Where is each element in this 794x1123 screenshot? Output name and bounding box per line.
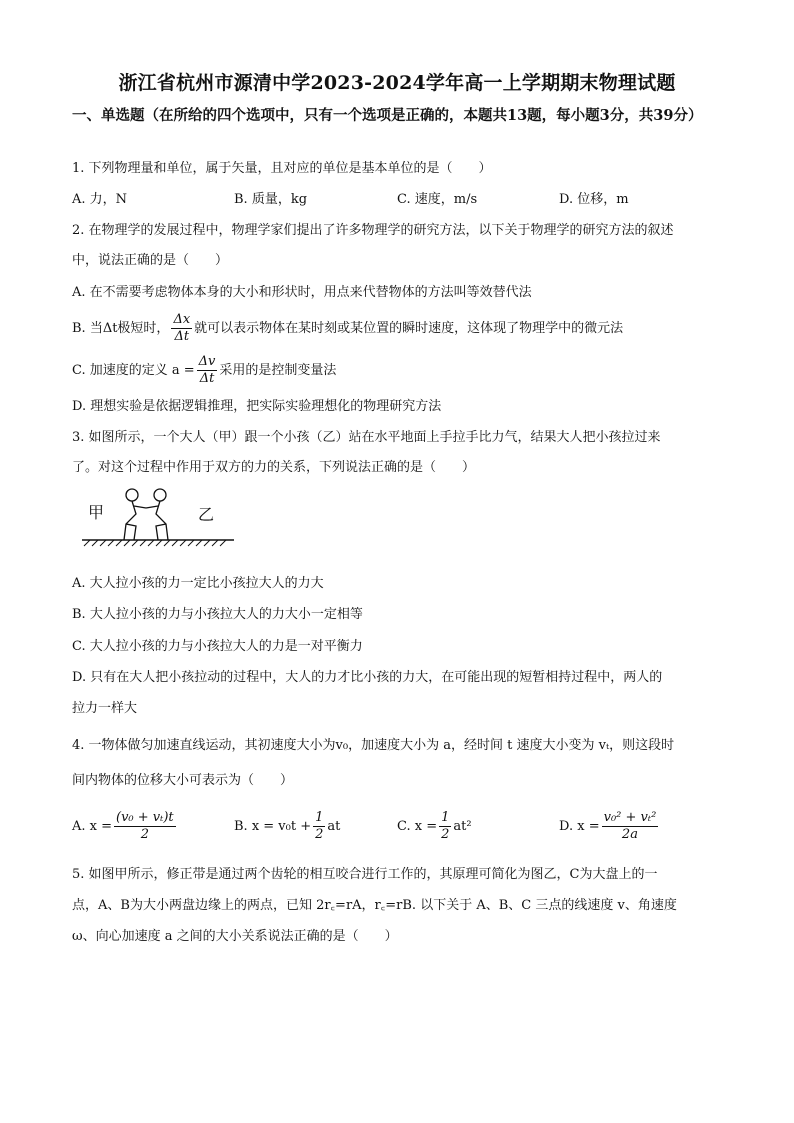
q4-d-fraction — [602, 810, 659, 843]
q2-option-b-prefix: B. 当Δt极短时， — [72, 321, 170, 336]
q4-a-numerator: (v₀ + vₜ)t — [116, 810, 174, 825]
q3-option-d-line1: D. 只有在大人把小孩拉动的过程中，大人的力才比小孩的力大，在可能出现的短暂相持过程中，两人的 — [72, 670, 663, 685]
q2-option-a: A. 在不需要考虑物体本身的大小和形状时，用点来代替物体的方法叫等效替代法 — [72, 285, 532, 300]
q1-option-c: C. 速度，m/s — [397, 192, 478, 207]
q2-option-c — [72, 354, 336, 387]
q2-option-b-suffix: 就可以表示物体在某时刻或某位置的瞬时速度，这体现了物理学中的微元法 — [194, 321, 624, 336]
document-title: 浙江省杭州市源清中学2023-2024学年高一上学期期末物理试题 — [118, 72, 676, 94]
q4-d-denominator: 2a — [621, 827, 638, 842]
q4-option-d — [559, 810, 660, 843]
q4-b-denominator: 2 — [315, 827, 324, 842]
q3-stem-line1: 3. 如图所示，一个大人（甲）跟一个小孩（乙）站在水平地面上手拉手比力气，结果大人把小孩拉过来 — [72, 430, 661, 445]
q4-c-numerator: 1 — [441, 810, 450, 825]
q1-stem: 1. 下列物理量和单位，属于矢量，且对应的单位是基本单位的是（ ） — [72, 161, 492, 176]
q2-option-d: D. 理想实验是依据逻辑推理，把实际实验理想化的物理研究方法 — [72, 399, 442, 414]
q4-c-suffix: at² — [453, 819, 472, 834]
q4-c-denominator: 2 — [441, 827, 450, 842]
q3-option-c: C. 大人拉小孩的力与小孩拉大人的力是一对平衡力 — [72, 639, 363, 654]
q2-c-fraction — [197, 354, 218, 387]
q1-option-a: A. 力，N — [72, 192, 128, 207]
q4-a-denominator: 2 — [140, 827, 149, 842]
q2-option-b — [72, 312, 623, 345]
figure-label-yi: 乙 — [198, 505, 215, 524]
q4-option-a — [72, 810, 178, 843]
q4-b-numerator: 1 — [315, 810, 324, 825]
q2-b-denominator: Δt — [174, 329, 190, 344]
q3-option-a: A. 大人拉小孩的力一定比小孩拉大人的力大 — [72, 576, 324, 591]
q2-c-numerator: Δv — [198, 354, 216, 369]
q4-option-c — [397, 810, 472, 843]
q4-b-suffix: at — [327, 819, 341, 834]
q4-b-prefix: B. x = v₀t + — [234, 819, 312, 834]
figure-label-jia: 甲 — [88, 503, 105, 522]
q2-stem-line2: 中，说法正确的是（ ） — [72, 253, 229, 268]
q2-b-numerator: Δx — [173, 312, 191, 327]
q4-d-prefix: D. x = — [559, 819, 600, 834]
q4-stem-line1: 4. 一物体做匀加速直线运动，其初速度大小为v₀，加速度大小为 a，经时间 t 速度大小变为 vₜ，则这段时 — [72, 738, 675, 753]
section-heading: 一、单选题（在所给的四个选项中，只有一个选项是正确的，本题共13题，每小题3分，共39分） — [72, 107, 703, 124]
tug-of-war-figure — [80, 488, 236, 550]
q4-option-b — [234, 810, 340, 843]
q2-stem-line1: 2. 在物理学的发展过程中，物理学家们提出了许多物理学的研究方法，以下关于物理学的研究方法的叙述 — [72, 223, 674, 238]
q2-option-c-prefix: C. 加速度的定义 a = — [72, 363, 195, 378]
q5-stem-line2: 点，A、B为大小两盘边缘上的两点，已知 2r꜀=rA，r꜀=rB. 以下关于 A、B、C 三点的线速度 v、角速度 — [72, 898, 677, 913]
q3-stem-line2: 了。对这个过程中作用于双方的力的关系，下列说法正确的是（ ） — [72, 460, 476, 475]
q2-c-denominator: Δt — [199, 371, 215, 386]
q1-option-b: B. 质量，kg — [234, 192, 308, 207]
q3-option-d-line2: 拉力一样大 — [72, 701, 138, 716]
q2-option-c-suffix: 采用的是控制变量法 — [219, 363, 337, 378]
q4-d-numerator: v₀² + vₜ² — [603, 810, 657, 825]
q4-b-fraction — [313, 810, 325, 843]
q2-b-fraction — [171, 312, 192, 345]
q4-c-prefix: C. x = — [397, 819, 438, 834]
q5-stem-line1: 5. 如图甲所示，修正带是通过两个齿轮的相互咬合进行工作的，其原理可简化为图乙，C为大盘上的一 — [72, 867, 658, 882]
q4-a-prefix: A. x = — [72, 819, 113, 834]
q4-stem-line2: 间内物体的位移大小可表示为（ ） — [72, 773, 294, 788]
q3-option-b: B. 大人拉小孩的力与小孩拉大人的力大小一定相等 — [72, 607, 363, 622]
q5-stem-line3: ω、向心加速度 a 之间的大小关系说法正确的是（ ） — [72, 929, 398, 944]
q1-option-d: D. 位移，m — [559, 192, 629, 207]
q4-a-fraction — [114, 810, 176, 843]
q4-c-fraction — [439, 810, 451, 843]
